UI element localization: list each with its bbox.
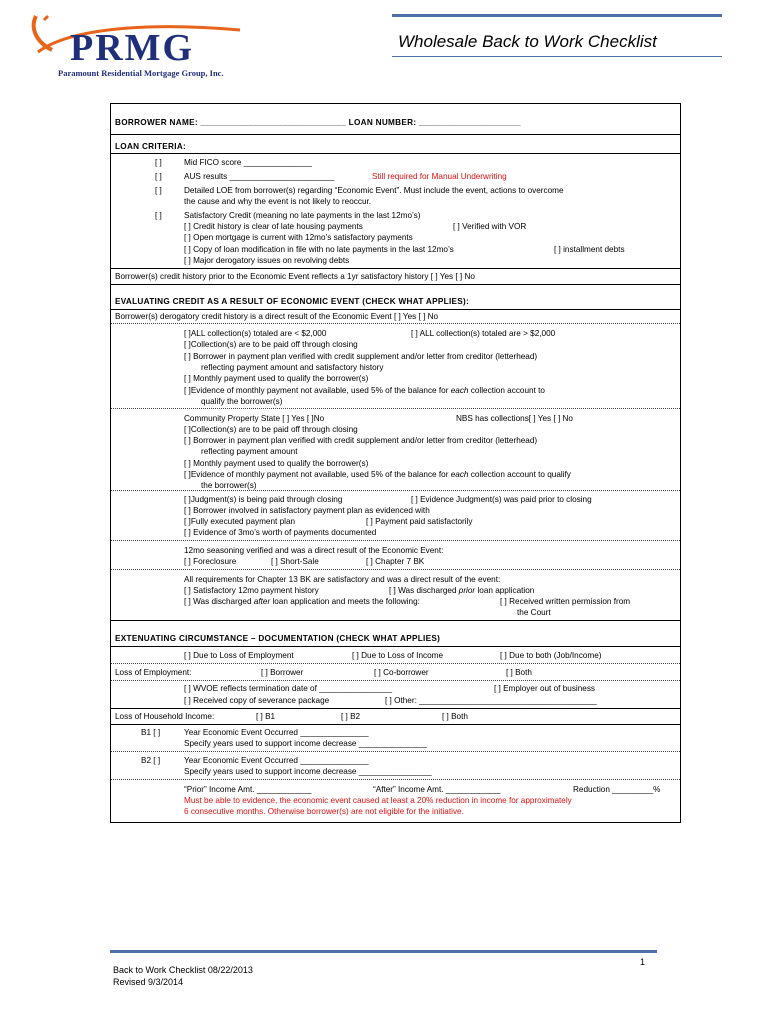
collection-option[interactable]: [ ] Borrower in payment plan verified with credit supplement and/or letter from creditor (letterhead): [184, 436, 538, 445]
employment-option[interactable]: [ ] Borrower: [261, 668, 304, 677]
seasoning-option[interactable]: [ ] Short-Sale: [271, 557, 319, 566]
seasoning-line: 12mo seasoning verified and was a direct result of the Economic Event:: [184, 546, 444, 555]
reduction-field[interactable]: Reduction _________%: [573, 785, 661, 794]
company-name: PRMG: [70, 27, 195, 69]
credit-option[interactable]: [ ] Verified with VOR: [453, 222, 527, 231]
collection-option[interactable]: [ ]Evidence of monthly payment not available, used 5% of the balance for each collection account to qualify: [184, 470, 571, 479]
community-property-line[interactable]: Community Property State [ ] Yes [ ]No: [184, 414, 325, 423]
divider: [111, 153, 680, 154]
judgment-option[interactable]: [ ]Fully executed payment plan: [184, 517, 296, 526]
credit-label: Satisfactory Credit (meaning no late payments in the last 12mo’s): [184, 211, 421, 220]
footer-rule: [110, 950, 657, 953]
page-number: 1: [640, 957, 646, 967]
employment-option[interactable]: [ ] Co-borrower: [374, 668, 429, 677]
aus-note: Still required for Manual Underwriting: [372, 172, 507, 181]
income-option[interactable]: [ ] B1: [256, 712, 276, 721]
divider: [111, 708, 680, 709]
fico-label: Mid FICO score _______________: [184, 158, 312, 167]
due-option[interactable]: [ ] Due to both (Job/Income): [500, 651, 602, 660]
divider: [111, 134, 680, 135]
aus-label: AUS results _______________________: [184, 172, 335, 181]
b2-years-line[interactable]: Specify years used to support income decrease ________________: [184, 767, 432, 776]
credit-option[interactable]: [ ] Major derogatory issues on revolving debts: [184, 256, 350, 265]
judgment-option[interactable]: [ ] Evidence Judgment(s) was paid prior to closing: [411, 495, 592, 504]
collection-option[interactable]: [ ] ALL collection(s) totaled are > $2,000: [411, 329, 556, 338]
footer-revised: Revised 9/3/2014: [113, 977, 184, 987]
borrower-line: BORROWER NAME: ______________________________ LOAN NUMBER: _____________________: [115, 118, 521, 127]
collection-option[interactable]: [ ]Evidence of monthly payment not available, used 5% of the balance for each collection account to: [184, 386, 545, 395]
credit-option[interactable]: [ ] installment debts: [554, 245, 625, 254]
reduction-note-line1: Must be able to evidence, the economic event caused at least a 20% reduction in income for approximately: [184, 796, 572, 805]
divider: [111, 569, 680, 570]
employment-doc-option[interactable]: [ ] Employer out of business: [494, 684, 596, 693]
judgment-option[interactable]: [ ]Judgment(s) is being paid through closing: [184, 495, 343, 504]
reduction-note-line2: 6 consecutive months. Otherwise borrower(s) are not eligible for the initiative.: [184, 807, 464, 816]
divider: [111, 724, 680, 725]
due-option[interactable]: [ ] Due to Loss of Income: [352, 651, 444, 660]
loe-line2: the cause and why the event is not likely to reoccur.: [184, 197, 372, 206]
collection-option[interactable]: [ ] Monthly payment used to qualify the borrower(s): [184, 459, 369, 468]
ch13-option[interactable]: [ ] Was discharged after loan application and meets the following:: [184, 597, 420, 606]
collection-option[interactable]: [ ] Monthly payment used to qualify the borrower(s): [184, 374, 369, 383]
employment-option[interactable]: [ ] Both: [506, 668, 532, 677]
derog-line[interactable]: Borrower(s) derogatory credit history is a direct result of the Economic Event [ ] Yes [ ] No: [115, 312, 439, 321]
collection-option[interactable]: [ ]ALL collection(s) totaled are < $2,000: [184, 329, 327, 338]
credit-option[interactable]: [ ] Open mortgage is current with 12mo’s satisfactory payments: [184, 233, 413, 242]
loss-of-income-label: Loss of Household Income:: [115, 712, 215, 721]
title-rule: [392, 56, 722, 57]
income-option[interactable]: [ ] B2: [341, 712, 361, 721]
prior-income-field[interactable]: “Prior” Income Amt. ____________: [184, 785, 312, 794]
credit-option[interactable]: [ ] Copy of loan modification in file with no late payments in the last 12mo’s: [184, 245, 454, 254]
ch13-option[interactable]: [ ] Was discharged prior loan application: [389, 586, 535, 595]
judgment-option[interactable]: [ ] Evidence of 3mo’s worth of payments documented: [184, 528, 377, 537]
nbs-collections-line[interactable]: NBS has collections[ ] Yes [ ] No: [456, 414, 573, 423]
evaluating-heading: EVALUATING CREDIT AS A RESULT OF ECONOMIC EVENT (CHECK WHAT APPLIES):: [115, 297, 470, 306]
ch13-option[interactable]: [ ] Received written permission from: [500, 597, 631, 606]
divider: [111, 751, 680, 752]
employment-doc-option[interactable]: [ ] Other: _______________________________________: [385, 696, 597, 705]
collection-option-cont: reflecting payment amount and satisfactory history: [201, 363, 384, 372]
loss-of-employment-label: Loss of Employment:: [115, 668, 192, 677]
employment-doc-option[interactable]: [ ] Received copy of severance package: [184, 696, 330, 705]
loe-line1: Detailed LOE from borrower(s) regarding “Economic Event”. Must include the event, actions to overcome: [184, 186, 564, 195]
after-income-field[interactable]: “After” Income Amt. ____________: [373, 785, 501, 794]
credit-option[interactable]: [ ] Credit history is clear of late housing payments: [184, 222, 363, 231]
due-option[interactable]: [ ] Due to Loss of Employment: [184, 651, 294, 660]
employment-doc-option[interactable]: [ ] WVOE reflects termination date of ________________: [184, 684, 393, 693]
ch13-option[interactable]: [ ] Satisfactory 12mo payment history: [184, 586, 319, 595]
b1-years-line[interactable]: Specify years used to support income decrease _______________: [184, 739, 428, 748]
loan-criteria-heading: LOAN CRITERIA:: [115, 142, 187, 151]
divider: [111, 620, 680, 621]
checklist-frame: [110, 103, 681, 823]
b2-year-line[interactable]: Year Economic Event Occurred _______________: [184, 756, 369, 765]
divider: [111, 408, 680, 409]
seasoning-option[interactable]: [ ] Chapter 7 BK: [366, 557, 425, 566]
page-title: Wholesale Back to Work Checklist: [398, 32, 657, 51]
collection-option[interactable]: [ ]Collection(s) are to be paid off through closing: [184, 425, 358, 434]
judgment-option[interactable]: [ ] Borrower involved in satisfactory payment plan as evidenced with: [184, 506, 430, 515]
seasoning-option[interactable]: [ ] Foreclosure: [184, 557, 237, 566]
divider: [111, 268, 680, 269]
collection-option-cont: the borrower(s): [201, 481, 257, 490]
divider: [111, 309, 680, 310]
income-option[interactable]: [ ] Both: [442, 712, 468, 721]
divider: [111, 779, 680, 780]
prior-history-line[interactable]: Borrower(s) credit history prior to the Economic Event reflects a 1yr satisfactory history [ ] Yes [ ] No: [115, 272, 475, 281]
divider: [111, 646, 680, 647]
divider: [111, 540, 680, 541]
collection-option-cont: reflecting payment amount: [201, 447, 298, 456]
title-accent-bar: [392, 14, 722, 17]
divider: [111, 663, 680, 664]
ch13-option-cont: the Court: [517, 608, 551, 617]
b1-year-line[interactable]: Year Economic Event Occurred _______________: [184, 728, 369, 737]
checkbox-credit[interactable]: [ ]: [155, 211, 162, 220]
divider: [111, 323, 680, 324]
divider: [111, 680, 680, 681]
divider: [111, 490, 680, 491]
collection-option-cont: qualify the borrower(s): [201, 397, 283, 406]
checkbox-fico[interactable]: [ ]: [155, 158, 162, 167]
judgment-option[interactable]: [ ] Payment paid satisfactorily: [366, 517, 473, 526]
divider: [111, 284, 680, 285]
prmg-logo: [30, 12, 260, 87]
company-full-name: Paramount Residential Mortgage Group, Inc.: [58, 68, 224, 78]
collection-option[interactable]: [ ] Borrower in payment plan verified with credit supplement and/or letter from creditor (letterhead): [184, 352, 538, 361]
footer-date: Back to Work Checklist 08/22/2013: [113, 965, 253, 975]
collection-option[interactable]: [ ]Collection(s) are to be paid off through closing: [184, 340, 358, 349]
ch13-line: All requirements for Chapter 13 BK are satisfactory and was a direct result of the event:: [184, 575, 501, 584]
checkbox-loe[interactable]: [ ]: [155, 186, 162, 195]
checkbox-aus[interactable]: [ ]: [155, 172, 162, 181]
extenuating-heading: EXTENUATING CIRCUMSTANCE – DOCUMENTATION (CHECK WHAT APPLIES): [115, 634, 441, 643]
b1-checkbox[interactable]: B1 [ ]: [141, 728, 161, 737]
b2-checkbox[interactable]: B2 [ ]: [141, 756, 161, 765]
